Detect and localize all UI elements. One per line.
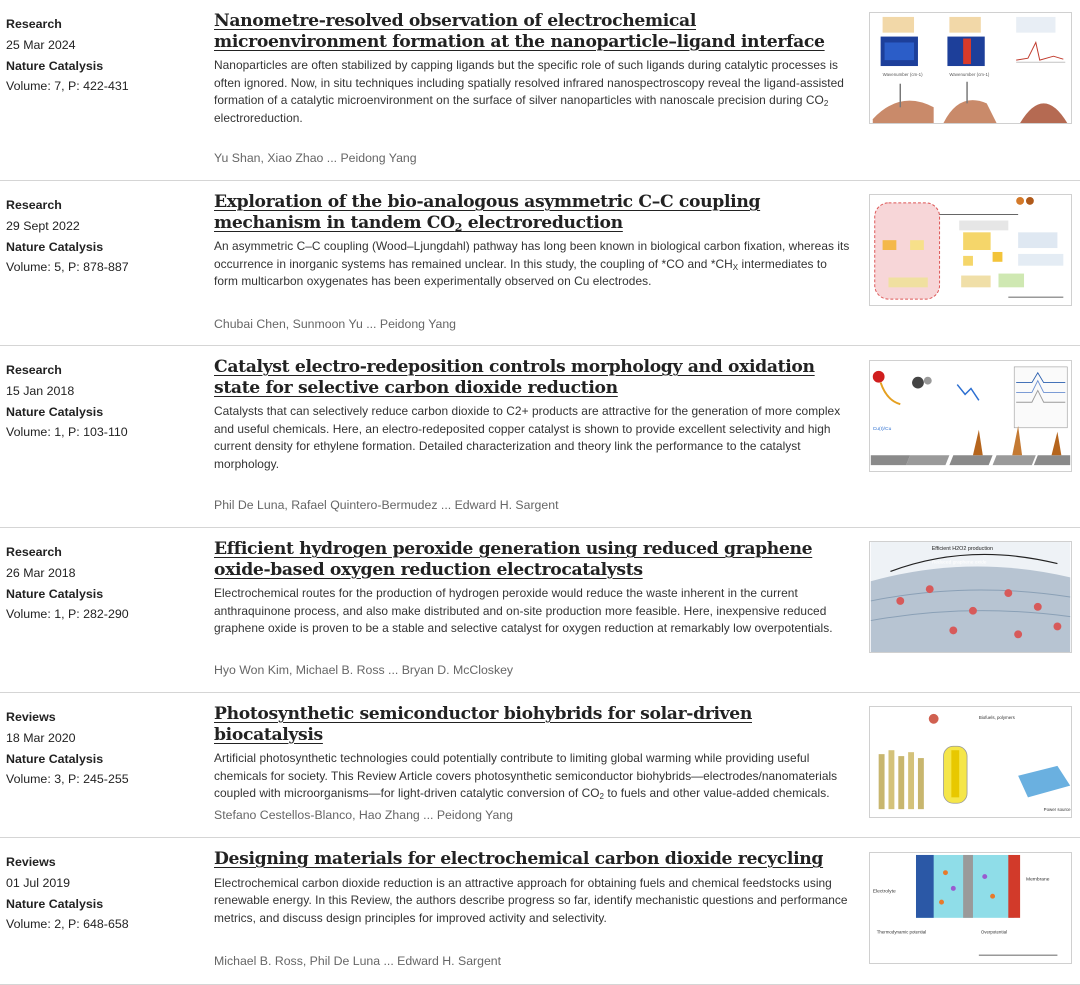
svg-text:Electrolyte: Electrolyte bbox=[872, 889, 896, 895]
article-item bbox=[0, 181, 1080, 346]
article-item bbox=[0, 528, 1080, 693]
svg-text:Wavenumber (cm-1): Wavenumber (cm-1) bbox=[949, 71, 990, 77]
article-title-link[interactable]: Nanometre-resolved observation of electrochemical microenvironment formation at the nanoparticle–ligand interface bbox=[214, 11, 825, 52]
article-title-link[interactable]: Photosynthetic semiconductor biohybrids for solar-driven biocatalysis bbox=[214, 704, 752, 745]
article-item bbox=[0, 0, 1080, 181]
article-description: Catalysts that can selectively reduce carbon dioxide to C2+ products are attractive for the generation of more complex and useful chemicals. Here, an electro-redeposited copper catalyst is shown to provide excellent selectivity and high current density for ethylene formation. Detailed characterization and theory link the performance to the catalyst morphology. bbox=[214, 404, 841, 472]
article-description: Artificial photosynthetic technologies could potentially contribute to limiting global warming while providing useful chemicals for society. This Review Article covers photosynthetic semiconductor biohybrids—electrodes/nanomaterials coupled with microorganisms—for light-driven catalytic conversion of $CO_2$ to fuels and other value-added chemicals. bbox=[214, 751, 838, 802]
article-authors: Chubai Chen, Sunmoon Yu ... Peidong Yang bbox=[214, 317, 457, 331]
article-type: Research bbox=[6, 198, 62, 212]
article-type: Research bbox=[6, 17, 62, 31]
volume-pages: Volume: 1, P: 282-290 bbox=[6, 607, 129, 622]
svg-text:Wavenumber (cm-1): Wavenumber (cm-1) bbox=[882, 71, 923, 77]
article-description: Electrochemical routes for the production of hydrogen peroxide would reduce the waste inherent in the current anthraquinone process, and also make distributed and on-site production more feasible. Here, inexpensive reduced graphene oxide is proven to be a stable and selective catalyst for oxygen reduction at remarkably low overpotentials. bbox=[214, 586, 833, 636]
svg-text:Overpotential: Overpotential bbox=[980, 929, 1008, 935]
article-description: An asymmetric C–C coupling (Wood–Ljungdahl) pathway has long been known in biological carbon fixation, whereas its occurrence in inorganic systems has remained unclear. In this study, the coupling of *CO and $*CH_X$ intermediates to form multicarbon oxygenates has been experimentally observed on Cu electrodes. bbox=[214, 239, 850, 289]
article-authors: Stefano Cestellos-Blanco, Hao Zhang ... Peidong Yang bbox=[214, 808, 513, 822]
article-title-link[interactable]: Efficient hydrogen peroxide generation using reduced graphene oxide-based oxygen reduction electrocatalysts bbox=[214, 539, 813, 580]
article-date: 29 Sept 2022 bbox=[6, 218, 80, 233]
article-meta bbox=[0, 346, 214, 527]
article-authors: Hyo Won Kim, Michael B. Ross ... Bryan D. McCloskey bbox=[214, 663, 514, 677]
volume-pages: Volume: 7, P: 422-431 bbox=[6, 79, 129, 94]
article-date: 01 Jul 2019 bbox=[6, 875, 71, 890]
svg-text:Efficient H2O2 production: Efficient H2O2 production bbox=[931, 545, 994, 552]
article-item bbox=[0, 693, 1080, 838]
article-description: Nanoparticles are often stabilized by capping ligands but the specific role of such ligands during catalytic processes is often ignored. Now, in situ techniques including spatially resolved infrared nanospectroscopy reveal the ligand-assisted formation of a catalytic microenvironment on the surface of silver nanoparticles with nanoscale precision during $CO_2$ electroreduction. bbox=[214, 58, 844, 126]
article-type: Research bbox=[6, 363, 62, 377]
svg-text:Reduced graphene oxide: Reduced graphene oxide bbox=[931, 560, 987, 566]
article-date: 25 Mar 2024 bbox=[6, 37, 76, 52]
article-type: Reviews bbox=[6, 855, 56, 869]
journal-name: Nature Catalysis bbox=[6, 896, 104, 911]
article-date: 26 Mar 2018 bbox=[6, 565, 76, 580]
article-meta bbox=[0, 0, 214, 180]
article-meta bbox=[0, 693, 214, 837]
article-description: Electrochemical carbon dioxide reduction is an attractive approach for obtaining fuels and chemical feedstocks using renewable energy. In this Review, the authors describe progress so far, identify mechanistic questions and performance metrics, and discuss design principles for improved activity and selectivity. bbox=[214, 875, 848, 925]
svg-text:Biofuels, polymers: Biofuels, polymers bbox=[978, 714, 1015, 720]
volume-pages: Volume: 1, P: 103-110 bbox=[6, 425, 128, 440]
svg-text:Thermodynamic potential: Thermodynamic potential bbox=[876, 929, 927, 935]
journal-name: Nature Catalysis bbox=[6, 751, 104, 766]
journal-name: Nature Catalysis bbox=[6, 404, 104, 419]
article-title-link[interactable]: Exploration of the bio-analogous asymmetric C–C coupling mechanism in tandem $CO_2$ electroreduction bbox=[214, 192, 761, 234]
journal-name: Nature Catalysis bbox=[6, 586, 104, 601]
article-authors: Phil De Luna, Rafael Quintero-Bermudez ... Edward H. Sargent bbox=[214, 498, 559, 512]
coupling-pathway-figure-icon[interactable] bbox=[869, 194, 1072, 306]
article-date: 15 Jan 2018 bbox=[6, 383, 75, 398]
biohybrid-figure-icon[interactable] bbox=[869, 706, 1072, 818]
volume-pages: Volume: 3, P: 245-255 bbox=[6, 772, 129, 787]
journal-name: Nature Catalysis bbox=[6, 239, 104, 254]
volume-pages: Volume: 2, P: 648-658 bbox=[6, 917, 129, 932]
graphene-oxide-figure-icon[interactable] bbox=[869, 541, 1072, 653]
copper-redeposition-figure-icon[interactable] bbox=[869, 360, 1072, 472]
svg-text:Power source: Power source bbox=[1043, 807, 1071, 813]
volume-pages: Volume: 5, P: 878-887 bbox=[6, 260, 129, 275]
article-item bbox=[0, 346, 1080, 528]
article-date: 18 Mar 2020 bbox=[6, 730, 76, 745]
article-authors: Michael B. Ross, Phil De Luna ... Edward H. Sargent bbox=[214, 954, 502, 968]
article-meta bbox=[0, 528, 214, 692]
article-authors: Yu Shan, Xiao Zhao ... Peidong Yang bbox=[214, 151, 417, 165]
article-title-link[interactable]: Designing materials for electrochemical carbon dioxide recycling bbox=[214, 849, 824, 869]
article-type: Research bbox=[6, 545, 62, 559]
article-meta bbox=[0, 838, 214, 984]
article-meta bbox=[0, 181, 214, 345]
electrolysis-cell-figure-icon[interactable] bbox=[869, 852, 1072, 964]
journal-name: Nature Catalysis bbox=[6, 58, 104, 73]
svg-text:Membrane: Membrane bbox=[1025, 877, 1050, 883]
svg-text:Cu(I)/Cu: Cu(I)/Cu bbox=[872, 426, 892, 432]
article-item bbox=[0, 838, 1080, 985]
ir-spectroscopy-figure-icon[interactable] bbox=[869, 12, 1072, 124]
article-type: Reviews bbox=[6, 710, 56, 724]
article-title-link[interactable]: Catalyst electro-redeposition controls morphology and oxidation state for selective carbon dioxide reduction bbox=[214, 357, 815, 398]
